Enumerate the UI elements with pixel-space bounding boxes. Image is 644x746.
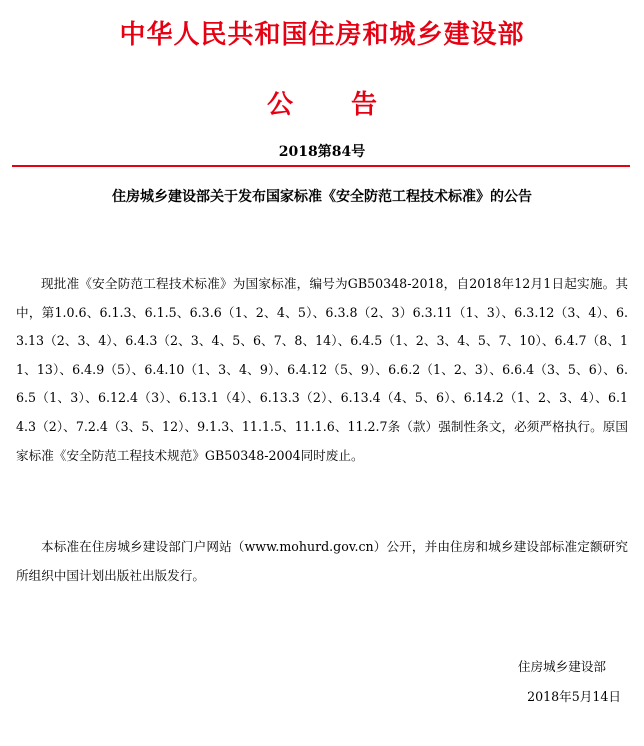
ministry-title: 中华人民共和国住房和城乡建设部 [119, 20, 525, 50]
announcement-subject: 住房城乡建设部关于发布国家标准《安全防范工程技术标准》的公告 [112, 189, 532, 205]
red-divider-line [12, 165, 630, 167]
document-number: 2018第84号 [278, 144, 366, 160]
notice-char-gao: 告 [351, 90, 378, 120]
notice-char-gong: 公 [266, 90, 293, 120]
signature-date: 2018年5月14日 [527, 689, 621, 704]
signature-organization: 住房城乡建设部 [517, 659, 606, 674]
body-paragraph-approval: 现批准《安全防范工程技术标准》为国家标准，编号为GB50348-2018，自2018年12月1日起实施。其中，第1.0.6、6.1.3、6.1.5、6.3.6（1、2、4、5）、6.3.8（2、3）6.3.11（1、3）、6.3.12（3、4）、6.3.13（2、3、4）、6.4.3（2、3、4、5、6、7、8、14）、6.4.5（1、2、3、4、5、7、10）、6.4.7（8、11、13）、6.4.9（5）、6.4.10（1、3、4、9）、6.4.12（5、9）、6.6.2（1、2、3）、6.6.4（3、5、6）、6.6.5（1、3）、6.12.4（3）、6.13.1（4）、6.13.3（2）、6.13.4（4、5、6）、6.14.2（1、2、3、4）、6.14.3（2）、7.2.4（3、5、12）、9.1.3、11.1.5、11.1.6、11.2.7条（款）强制性条文，必须严格执行。原国家标准《安全防范工程技术规范》GB50348-2004同时废止。 [16, 276, 628, 463]
body-paragraph-publication: 本标准在住房城乡建设部门户网站（www.mohurd.gov.cn）公开，并由住房和城乡建设部标准定额研究所组织中国计划出版社出版发行。 [16, 539, 628, 583]
notice-heading [0, 84, 644, 121]
